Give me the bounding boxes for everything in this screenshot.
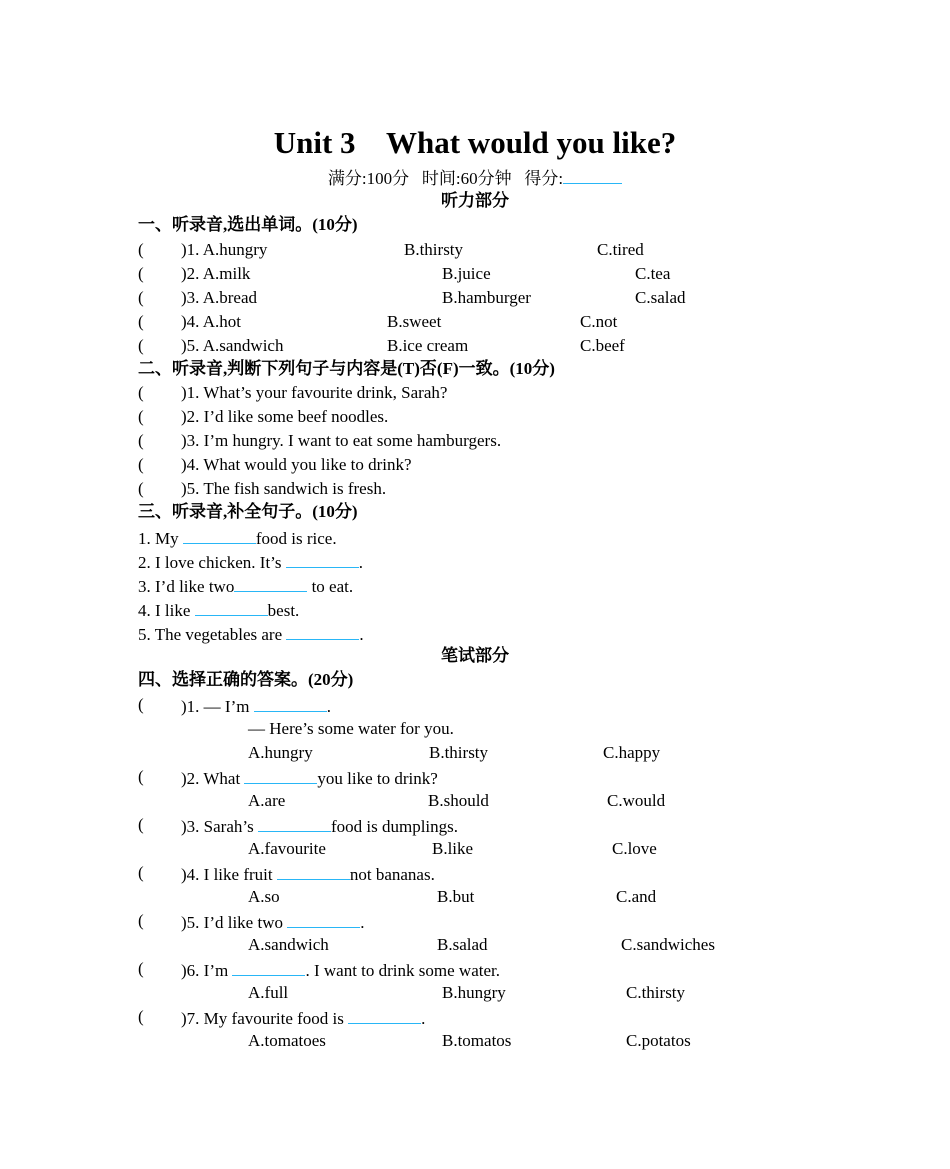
s4-question: ( )3. Sarah’s food is dumplings.: [138, 815, 459, 836]
s4-question: ( )4. I like fruit not bananas.: [138, 863, 435, 884]
paren[interactable]: (: [138, 479, 144, 498]
section3-title: 三、听录音,补全句子。(10分): [138, 502, 358, 521]
s4-options: A.tomatoes B.tomatos C.potatos: [248, 1031, 691, 1050]
time-limit: 时间:60分钟: [421, 169, 512, 188]
answer-blank[interactable]: [286, 549, 359, 568]
s4-options: A.sandwich B.salad C.sandwiches: [248, 935, 715, 954]
answer-blank[interactable]: [258, 813, 331, 832]
s4-question: ( )6. I’m . I want to drink some water.: [138, 959, 500, 980]
paren[interactable]: (: [138, 695, 144, 714]
s2-item: ( )5. The fish sandwich is fresh.: [138, 477, 818, 501]
s4-options: A.favourite B.like C.love: [248, 839, 657, 858]
paren[interactable]: (: [138, 288, 144, 307]
part-listening: 听力部分: [441, 191, 509, 210]
s4-options: A.hungry B.thirsty C.happy: [248, 743, 661, 762]
s2-item: ( )4. What would you like to drink?: [138, 453, 818, 477]
page-title: Unit 3 What would you like?: [273, 125, 677, 160]
section1-title: 一、听录音,选出单词。(10分): [138, 215, 358, 234]
answer-blank[interactable]: [232, 957, 305, 976]
s4-question: ( )7. My favourite food is .: [138, 1007, 426, 1028]
answer-blank[interactable]: [348, 1005, 421, 1024]
s4-options: A.full B.hungry C.thirsty: [248, 983, 686, 1002]
paren[interactable]: (: [138, 959, 144, 978]
s2-item: ( )3. I’m hungry. I want to eat some hamburgers.: [138, 429, 818, 453]
s4-question: ( )2. What you like to drink?: [138, 767, 438, 788]
section4-title: 四、选择正确的答案。(20分): [138, 670, 354, 689]
paren[interactable]: (: [138, 240, 144, 259]
part-writing: 笔试部分: [441, 646, 509, 665]
paren[interactable]: (: [138, 264, 144, 283]
s1-item: ( )5. A.sandwich B.ice cream C.beef: [138, 334, 818, 358]
s3-item: 3. I’d like two to eat.: [138, 573, 818, 597]
s2-item: ( )2. I’d like some beef noodles.: [138, 405, 818, 429]
s4-question: ( )1. — I’m .: [138, 695, 331, 716]
full-score: 满分:100分: [327, 169, 410, 188]
exam-meta: [138, 165, 812, 191]
s4-question: ( )5. I’d like two .: [138, 911, 365, 932]
paren[interactable]: (: [138, 863, 144, 882]
paren[interactable]: (: [138, 815, 144, 834]
s3-item: 2. I love chicken. It’s .: [138, 549, 818, 573]
paren[interactable]: (: [138, 431, 144, 450]
paren[interactable]: (: [138, 767, 144, 786]
paren[interactable]: (: [138, 336, 144, 355]
paren[interactable]: (: [138, 407, 144, 426]
answer-blank[interactable]: [234, 573, 307, 592]
s4-question-line2: — Here’s some water for you.: [248, 719, 454, 738]
paren[interactable]: (: [138, 1007, 144, 1026]
paren[interactable]: (: [138, 312, 144, 331]
score-blank[interactable]: [563, 165, 622, 184]
s4-options: A.so B.but C.and: [248, 887, 657, 906]
paren[interactable]: (: [138, 911, 144, 930]
paren[interactable]: (: [138, 455, 144, 474]
paren[interactable]: (: [138, 383, 144, 402]
answer-blank[interactable]: [183, 525, 256, 544]
answer-blank[interactable]: [244, 765, 317, 784]
s1-item: ( )1. A.hungry B.thirsty C.tired: [138, 238, 818, 262]
answer-blank[interactable]: [195, 597, 268, 616]
s1-item: ( )2. A.milk B.juice C.tea: [138, 262, 818, 286]
s1-item: ( )3. A.bread B.hamburger C.salad: [138, 286, 818, 310]
s4-options: A.are B.should C.would: [248, 791, 666, 810]
answer-blank[interactable]: [277, 861, 350, 880]
s3-item: 1. My food is rice.: [138, 525, 818, 549]
section2-title: 二、听录音,判断下列句子与内容是(T)否(F)一致。(10分): [138, 359, 555, 378]
s3-item: 4. I like best.: [138, 597, 818, 621]
score-label: 得分:: [524, 169, 564, 188]
answer-blank[interactable]: [254, 693, 327, 712]
answer-blank[interactable]: [287, 909, 360, 928]
s1-item: ( )4. A.hot B.sweet C.not: [138, 310, 818, 334]
s3-item: 5. The vegetables are .: [138, 621, 818, 645]
s2-item: ( )1. What’s your favourite drink, Sarah?: [138, 381, 818, 405]
answer-blank[interactable]: [286, 621, 359, 640]
